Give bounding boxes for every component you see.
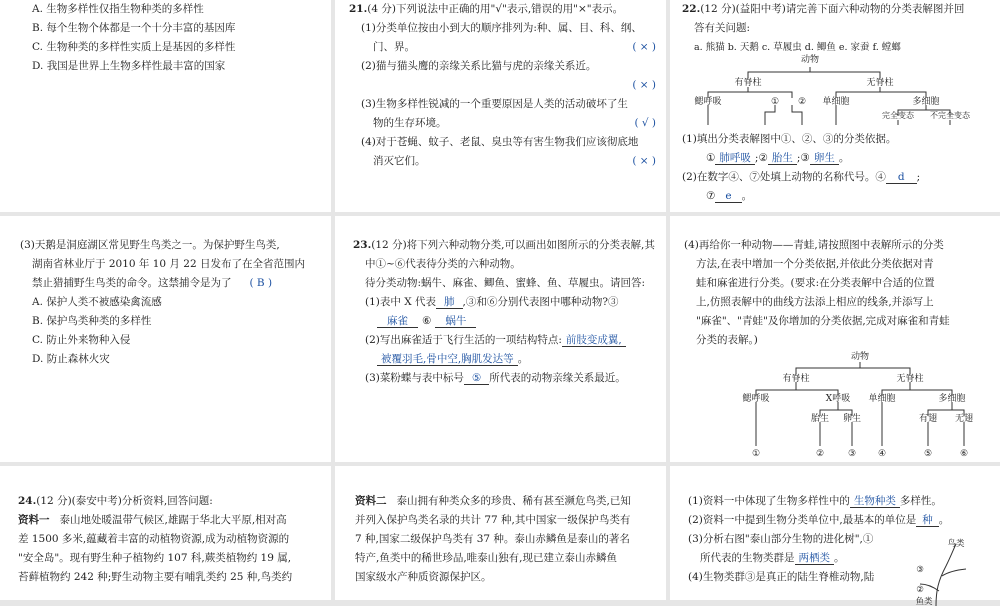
panel-q24 [0, 466, 331, 600]
option-c: C. 生物种类的多样性实质上是基因的多样性 [32, 41, 236, 53]
diagram-wingless: 无翅 [954, 414, 974, 424]
q21-item4-line2: 消灭它们。 [373, 155, 426, 167]
question-stem-cont: 答有关问题: [694, 22, 751, 34]
q21-item3-mark: ( √ ) [634, 117, 656, 129]
q24-sub1-rest: 多样性。 [899, 495, 942, 507]
diagram-root: 动物 [800, 55, 820, 65]
material-1-title: 资料一 [18, 514, 50, 526]
option-a: A. 保护人类不被感染禽流感 [32, 296, 162, 308]
diagram-invertebrate: 无脊柱 [896, 374, 924, 384]
diagram-vertebrate: 有脊柱 [734, 78, 762, 88]
q24-sub2: (2)资料一中提到生物分类单位中,最基本的单位是 [688, 514, 917, 526]
tree-label-fish: 鱼类 [915, 597, 933, 606]
option-b: B. 保护鸟类种类的多样性 [32, 315, 152, 327]
tree-label-3: ③ [916, 565, 924, 575]
panel-q23 [335, 216, 666, 462]
question-stem: (12 分)(益阳中考)请完善下面六种动物的分类表解图并回 [700, 3, 965, 15]
diagram-node-2: ② [797, 97, 807, 107]
q4-line3: 蛙和麻雀进行分类。(要求:在分类表解中合适的位置 [696, 277, 935, 289]
answer-blank: d [886, 171, 917, 184]
panel-q22 [670, 0, 1000, 212]
mark: ;③ [796, 152, 810, 164]
q21-item2-mark: ( × ) [632, 79, 656, 91]
question-number: 23. [353, 239, 372, 251]
panel-q24-answers [670, 466, 1000, 606]
answer-blank: 麻雀 [377, 315, 418, 328]
diagram-gill: 鳃呼吸 [694, 97, 722, 107]
option-d: D. 我国是世界上生物多样性最丰富的国家 [32, 60, 226, 72]
material-2-line1: 泰山拥有种类众多的珍贵、稀有甚至濒危鸟类,已知 [396, 495, 631, 507]
tree-label-birds: 鸟类 [947, 539, 965, 549]
diagram-oviparous: 卵生 [842, 414, 862, 424]
material-1-line4: 苔藓植物约 242 种;野生动物主要有哺乳类约 25 种,鸟类约 [18, 571, 293, 583]
q3-line2: 湖南省林业厅于 2010 年 10 月 22 日发布了在全省范围内 [32, 258, 305, 270]
panel-r2-left [0, 216, 331, 462]
answer-blank: 种 [916, 514, 939, 527]
q22-sub2: (2)在数字④、⑦处填上动物的名称代号。④ [682, 171, 886, 183]
q23-sub2: (2)写出麻雀适于飞行生活的一项结构特点: [365, 334, 562, 346]
answer-blank: e [715, 190, 741, 203]
material-2-line5: 国家级水产种质资源保护区。 [355, 571, 492, 583]
question-stem-cont: 中①~⑥代表待分类的六种动物。 [365, 258, 521, 270]
q21-item2-line1: (2)猫与猫头鹰的亲缘关系比猫与虎的亲缘关系近。 [361, 60, 597, 72]
material-2-line2: 并列入保护鸟类名录的共计 77 种,其中国家一级保护鸟类有 [355, 514, 631, 526]
q4-line6: 分类的表解。) [696, 334, 758, 346]
diagram-leaf-1: ① [751, 449, 761, 459]
answer-blank: 肺呼吸 [715, 152, 755, 165]
q23-sub1-rest: ,③和⑥分别代表图中哪种动物?③ [462, 296, 619, 308]
q4-line2: 方法,在表中增加一个分类依据,并依此分类依据对青 [696, 258, 934, 270]
question-stem: (12 分)将下列六种动物分类,可以画出如图所示的分类表解,其 [371, 239, 655, 251]
q23-sub1: (1)表中 X 代表 [365, 296, 437, 308]
mark: 。 [741, 190, 753, 202]
mark: 。 [517, 353, 529, 365]
diagram-leaf-4: ④ [877, 449, 887, 459]
diagram-leaf-2: ② [815, 449, 825, 459]
q23-sub3-rest: 所代表的动物亲缘关系最近。 [489, 372, 626, 384]
q24-sub4: (4)生物类群③是真正的陆生脊椎动物,陆 [688, 571, 875, 583]
material-2-title: 资料二 [355, 495, 387, 507]
classification-diagram-2 [670, 350, 1000, 462]
diagram-complete-meta: 完全变态 [882, 111, 914, 120]
q3-answer: ( B ) [249, 277, 273, 289]
mark: ;② [754, 152, 768, 164]
q21-item3-line2: 物的生存环境。 [373, 117, 447, 129]
diagram-root: 动物 [850, 352, 870, 362]
q24-sub1: (1)资料一中体现了生物多样性中的 [688, 495, 850, 507]
diagram-viviparous: 胎生 [810, 414, 830, 424]
material-2-line4: 特产,鱼类中的稀世珍品,唯泰山独有,现已建立泰山赤鳞鱼 [355, 552, 618, 564]
diagram-winged: 有翅 [918, 414, 938, 424]
evolution-tree-figure [896, 536, 986, 606]
mark: ⑦ [706, 190, 716, 202]
diagram-leaf-6: ⑥ [959, 449, 969, 459]
question-number: 21. [349, 3, 368, 15]
answer-blank: 生物种类 [850, 495, 900, 508]
diagram-gill: 鳃呼吸 [742, 394, 770, 404]
diagram-leaf-3: ③ [847, 449, 857, 459]
q4-line4: 上,仿照表解中的曲线方法添上相应的线条,并添写上 [696, 296, 934, 308]
q4-line1: (4)再给你一种动物——青蛙,请按照图中表解所示的分类 [684, 239, 944, 251]
answer-blank: ⑤ [464, 372, 489, 385]
question-number: 24. [18, 495, 37, 507]
diagram-multicellular: 多细胞 [912, 97, 940, 107]
option-c: C. 防止外来物种入侵 [32, 334, 131, 346]
diagram-unicellular: 单细胞 [868, 394, 896, 404]
q3-line1: (3)天鹅是洞庭湖区常见野生鸟类之一。为保护野生鸟类, [20, 239, 280, 251]
diagram-x-breath: X呼吸 [825, 394, 851, 404]
answer-blank: 前肢变成翼, [562, 334, 626, 347]
option-a: A. 生物多样性仅指生物种类的多样性 [32, 3, 204, 15]
option-d: D. 防止森林火灾 [32, 353, 110, 365]
q21-item3-line1: (3)生物多样性锐减的一个重要原因是人类的活动破坏了生 [361, 98, 628, 110]
answer-blank: 蜗牛 [435, 315, 476, 328]
panel-q21 [335, 0, 666, 212]
classification-diagram [670, 50, 1000, 130]
panel-r1-left [0, 0, 331, 212]
question-stem: (4 分)下列说法中正确的用"√"表示,错误的用"×"表示。 [367, 3, 624, 15]
q24-sub3-rest: 所代表的生物类群是 [700, 552, 795, 564]
answer-blank: 胎生 [768, 152, 797, 165]
q21-item1-line2: 门、界。 [373, 41, 415, 53]
diagram-vertebrate: 有脊柱 [782, 374, 810, 384]
q4-line5: "麻雀"、"青蛙"及你增加的分类依据,完成对麻雀和青蛙 [696, 315, 950, 327]
mark: 。 [938, 514, 950, 526]
diagram-incomplete-meta: 不完全变态 [930, 111, 970, 120]
material-2-line3: 7 种,国家二级保护鸟类有 37 种。泰山赤鳞鱼是泰山的著名 [355, 533, 630, 545]
answer-blank: 卵生 [810, 152, 839, 165]
diagram-multicellular: 多细胞 [938, 394, 966, 404]
q21-item4-mark: ( × ) [632, 155, 656, 167]
q23-sub3: (3)菜粉蝶与表中标号 [365, 372, 464, 384]
question-number: 22. [682, 3, 701, 15]
mark: 。 [838, 152, 850, 164]
q3-line3: 禁止猎捕野生鸟类的命令。这禁捕令是为了 [32, 277, 232, 289]
mark: ⑥ [422, 315, 432, 327]
answer-blank: 两栖类 [795, 552, 835, 565]
diagram-unicellular: 单细胞 [822, 97, 850, 107]
q21-item1-line1: (1)分类单位按由小到大的顺序排列为:种、属、目、科、纲、 [361, 22, 642, 34]
mark: ; [916, 171, 921, 183]
q22-sub1: (1)填出分类表解图中①、②、③的分类依据。 [682, 133, 897, 145]
mark: 。 [834, 552, 845, 564]
animal-list: a. 熊猫 b. 天鹅 c. 草履虫 d. 鲫鱼 e. 家蚕 f. 螳螂 [694, 42, 901, 53]
question-stem: (12 分)(泰安中考)分析资料,回答问题: [36, 495, 213, 507]
question-stem-cont: 待分类动物:蜗牛、麻雀、鲫鱼、蜜蜂、鱼、草履虫。请回答: [365, 277, 646, 289]
panel-q23-4 [670, 216, 1000, 462]
tree-label-2: ② [916, 585, 924, 595]
q21-item4-line1: (4)对于苍蝇、蚊子、老鼠、臭虫等有害生物我们应该彻底地 [361, 136, 639, 148]
answer-blank: 肺 [436, 296, 463, 309]
material-1-line3: "安全岛"。现有野生种子植物约 107 科,蕨类植物约 19 属, [18, 552, 292, 564]
panel-material-2 [335, 466, 666, 600]
diagram-leaf-5: ⑤ [923, 449, 933, 459]
q24-sub3: (3)分析右图"泰山部分生物的进化树",① [688, 533, 874, 545]
option-b: B. 每个生物个体都是一个十分丰富的基因库 [32, 22, 236, 34]
answer-blank: 被覆羽毛,骨中空,胸肌发达等 [377, 353, 518, 366]
mark: ① [706, 152, 716, 164]
diagram-node-1: ① [770, 97, 780, 107]
diagram-invertebrate: 无脊柱 [866, 78, 894, 88]
material-1-line1: 泰山地处暖温带气候区,雄踞于华北大平原,相对高 [59, 514, 287, 526]
material-1-line2: 差 1500 多米,蕴藏着丰富的动植物资源,成为动植物资源的 [18, 533, 290, 545]
q21-item1-mark: ( × ) [632, 41, 656, 53]
